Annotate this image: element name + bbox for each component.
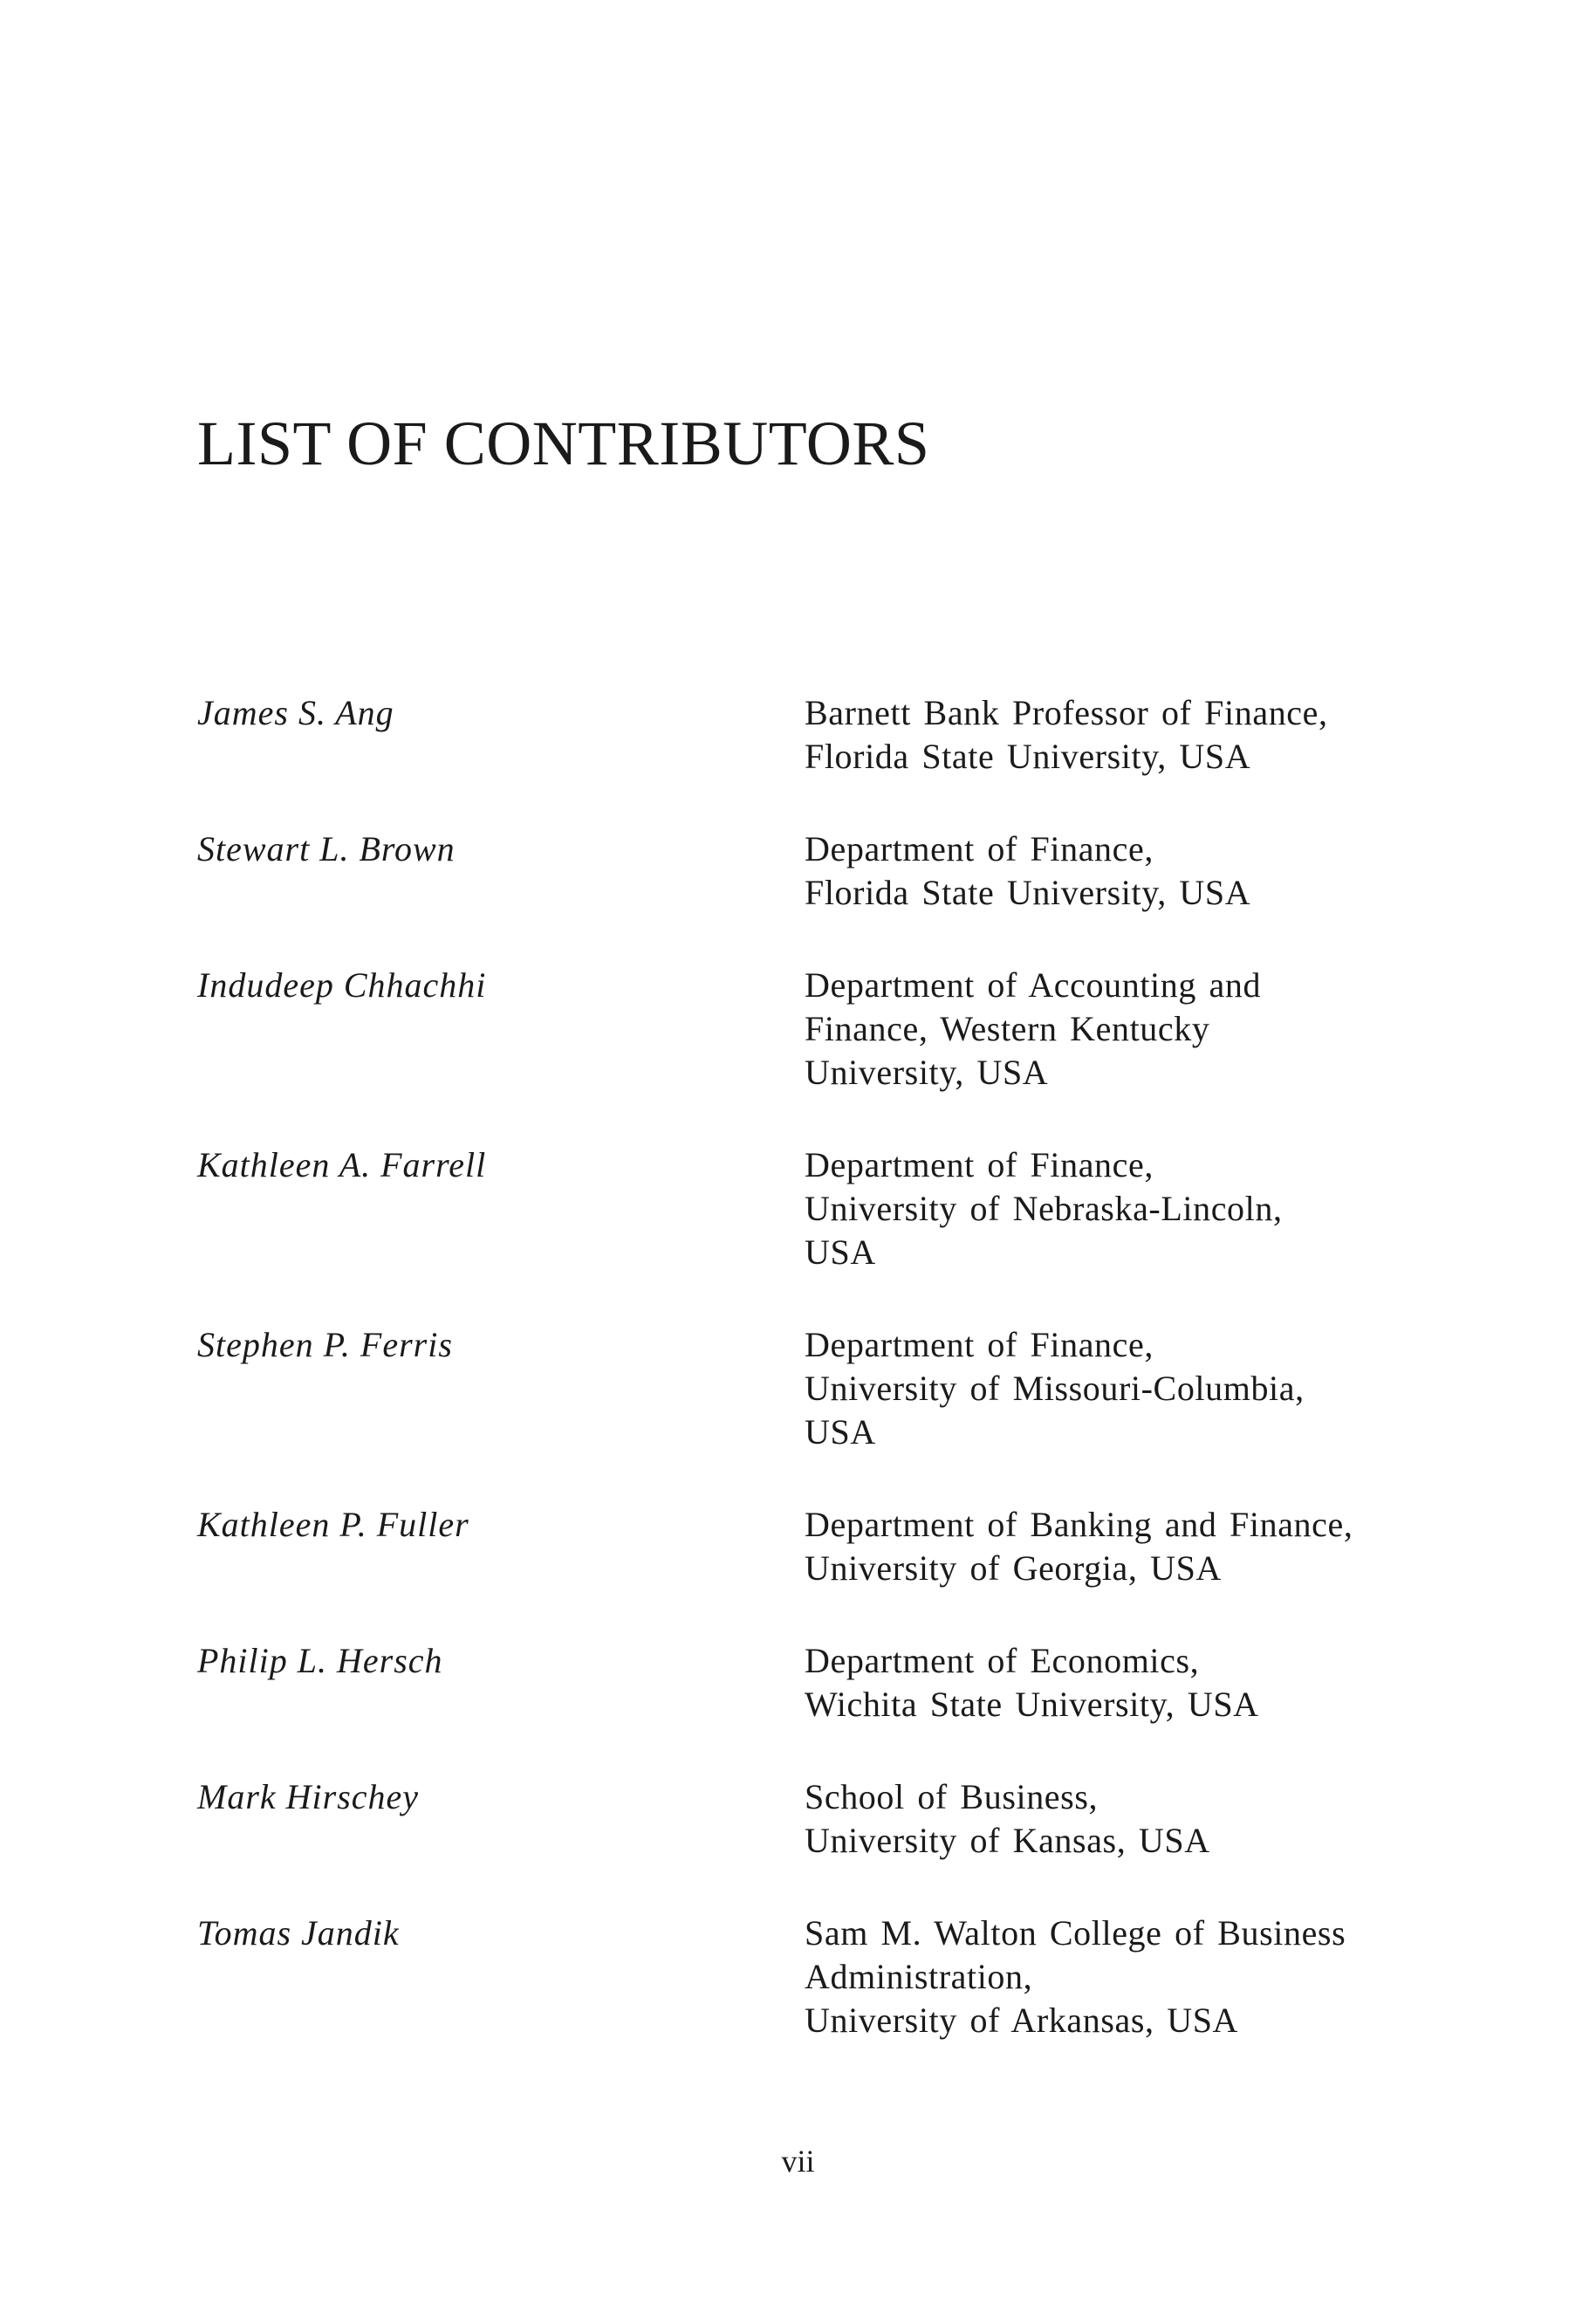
contributor-name: Mark Hirschey	[197, 1777, 420, 1816]
contributor-name: James S. Ang	[197, 693, 394, 732]
contributor-name: Kathleen A. Farrell	[197, 1145, 487, 1184]
contributor-affiliation	[805, 964, 1419, 1095]
affiliation-line: University of Arkansas, USA	[805, 2001, 1239, 2040]
contributor-affiliation	[805, 827, 1419, 915]
affiliation-line: University of Kansas, USA	[805, 1821, 1210, 1860]
affiliation-line: USA	[805, 1232, 876, 1272]
contributor-entry	[197, 691, 1419, 779]
affiliation-line: Finance, Western Kentucky	[805, 1009, 1210, 1048]
contributor-entry	[197, 1323, 1419, 1454]
contributor-entry	[197, 1143, 1419, 1274]
page-title: LIST OF CONTRIBUTORS	[197, 408, 930, 478]
contributor-entry	[197, 1912, 1419, 2042]
contributor-affiliation	[805, 1503, 1419, 1590]
contributor-name: Stewart L. Brown	[197, 829, 456, 868]
contributor-affiliation	[805, 1143, 1419, 1274]
affiliation-line: Florida State University, USA	[805, 737, 1251, 776]
contributor-entry	[197, 1503, 1419, 1590]
affiliation-line: Department of Accounting and	[805, 965, 1262, 1005]
contributor-name: Kathleen P. Fuller	[197, 1505, 469, 1544]
affiliation-line: University, USA	[805, 1053, 1049, 1092]
affiliation-line: University of Missouri-Columbia,	[805, 1369, 1305, 1408]
affiliation-line: Sam M. Walton College of Business	[805, 1913, 1346, 1953]
affiliation-line: USA	[805, 1412, 876, 1452]
affiliation-line: University of Georgia, USA	[805, 1548, 1222, 1588]
contributor-affiliation	[805, 1775, 1419, 1863]
affiliation-line: University of Nebraska-Lincoln,	[805, 1189, 1283, 1228]
affiliation-line: Barnett Bank Professor of Finance,	[805, 693, 1328, 732]
affiliation-line: Department of Economics,	[805, 1641, 1200, 1680]
contributor-entry	[197, 1639, 1419, 1726]
contributor-entry	[197, 964, 1419, 1095]
affiliation-line: Florida State University, USA	[805, 873, 1251, 912]
contributor-affiliation	[805, 1639, 1419, 1726]
contributor-name: Stephen P. Ferris	[197, 1325, 453, 1364]
contributor-entry	[197, 827, 1419, 915]
affiliation-line: Department of Finance,	[805, 829, 1154, 868]
affiliation-line: Department of Finance,	[805, 1145, 1154, 1184]
contributor-name: Tomas Jandik	[197, 1913, 400, 1953]
affiliation-line: Department of Banking and Finance,	[805, 1505, 1353, 1544]
contributor-entry	[197, 1775, 1419, 1863]
contributor-affiliation	[805, 691, 1419, 779]
contributor-affiliation	[805, 1912, 1419, 2042]
page-number: vii	[781, 2144, 815, 2179]
affiliation-line: Wichita State University, USA	[805, 1685, 1259, 1724]
contributors-list	[197, 691, 1419, 2042]
affiliation-line: Administration,	[805, 1957, 1033, 1996]
affiliation-line: School of Business,	[805, 1777, 1099, 1816]
contributor-name: Philip L. Hersch	[197, 1641, 443, 1680]
contributor-name: Indudeep Chhachhi	[197, 965, 487, 1005]
affiliation-line: Department of Finance,	[805, 1325, 1154, 1364]
contributor-affiliation	[805, 1323, 1419, 1454]
